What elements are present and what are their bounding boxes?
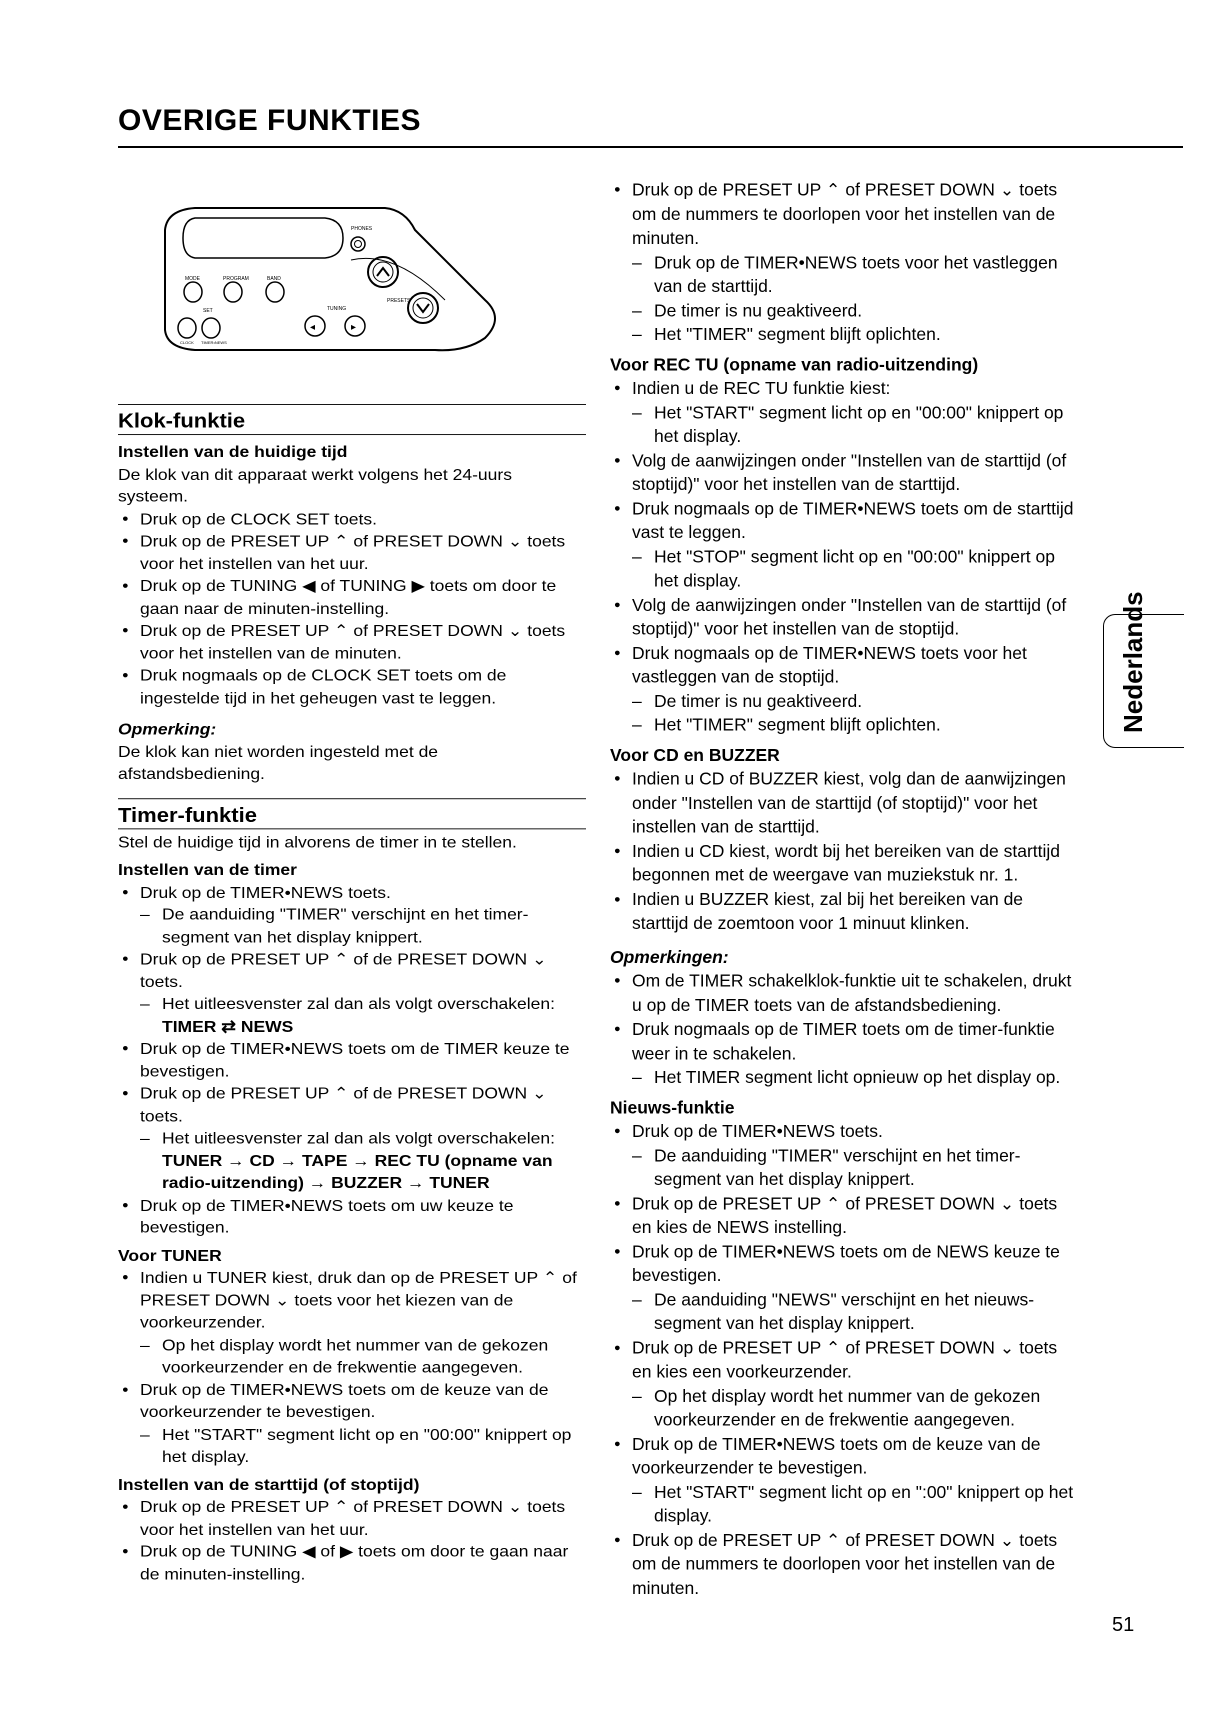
svg-text:◂: ◂ (310, 322, 316, 333)
bullet-item: ● Druk op de TIMER•NEWS toets om uw keuze te bevestigen. (118, 1194, 586, 1239)
subheading: Nieuws-funktie (610, 1097, 735, 1117)
bullet-item: ● Druk op de PRESET UP ⌃ of PRESET DOWN ⌄ toets en kies de NEWS instelling. (610, 1191, 1080, 1239)
dash-item: – De aanduiding "TIMER" verschijnt en het timer-segment van het display knippert. (118, 903, 586, 948)
svg-text:▸: ▸ (351, 322, 357, 333)
bullet-item: ● Indien u TUNER kiest, druk dan op de PRESET UP ⌃ of PRESET DOWN ⌄ toets voor het kiezen van de voorkeurzender. (118, 1267, 586, 1334)
paragraph: Stel de huidige tijd in alvorens de timer in te stellen. (118, 832, 517, 851)
label-presets: PRESETS (387, 298, 411, 304)
note-heading: Opmerking: (118, 719, 217, 739)
subheading: Instellen van de huidige tijd (118, 442, 348, 461)
subheading: Voor REC TU (opname van radio-uitzending) (610, 354, 979, 374)
bullet-item: ● Druk op de TUNING ◀ of TUNING ▶ toets om door te gaan naar de minuten-instelling. (118, 575, 586, 620)
panel-outline (165, 208, 495, 350)
subheading: Voor CD en BUZZER (610, 744, 780, 765)
language-tab (1103, 591, 1184, 748)
bullet-item: ● Druk op de PRESET UP ⌃ of de PRESET DOWN ⌄ toets. (118, 1082, 586, 1127)
bullet-item: ● Druk op de PRESET UP ⌃ of PRESET DOWN ⌄ toets om de nummers te doorlopen voor het instellen van de minuten. (610, 1528, 1080, 1600)
device-panel-diagram (155, 200, 541, 396)
left-column (118, 404, 586, 1585)
bullet-item: ● Druk nogmaals op de TIMER•NEWS toets om de starttijd vast te leggen. (610, 496, 1080, 544)
page-title: OVERIGE FUNKTIES (118, 104, 422, 137)
bullet-item: ● Volg de aanwijzingen onder "Instellen van de starttijd (of stoptijd)" voor het instellen van de stoptijd. (610, 593, 1080, 641)
note-text: De klok kan niet worden ingesteld met de afstandsbediening. (118, 742, 439, 783)
subheading: Instellen van de timer (118, 860, 297, 879)
label-tuning: TUNING (327, 306, 347, 312)
program-button (224, 282, 242, 302)
bullet-item: ● Druk op de PRESET UP ⌃ of PRESET DOWN ⌄ toets voor het instellen van de minuten. (118, 619, 586, 664)
section-title-timer: Timer-funktie (118, 798, 586, 829)
bullet-item: ● Druk nogmaals op de TIMER toets om de timer-funktie weer in te schakelen. (610, 1017, 1080, 1065)
right-column (610, 178, 1080, 1600)
display-window (183, 218, 343, 258)
dash-item: – Het TIMER segment licht opnieuw op het display op. (610, 1065, 1080, 1089)
bullet-item: ● Druk op de TIMER•NEWS toets om de TIMER keuze te bevestigen. (118, 1037, 586, 1082)
dash-item: – Het "STOP" segment licht op en "00:00" knippert op het display. (610, 545, 1080, 593)
bullet-item: ● Druk op de TIMER•NEWS toets om de NEWS keuze te bevestigen. (610, 1239, 1080, 1287)
dash-item: – De timer is nu geaktiveerd. (610, 298, 1080, 322)
dash-item: – Het "START" segment licht op en "00:00" knippert op het display. (610, 400, 1080, 448)
bullet-item: ● Indien u de REC TU funktie kiest: (610, 376, 1080, 400)
dash-item: – Het "TIMER" segment blijft oplichten. (610, 713, 1080, 737)
bullet-item: ● Druk op de PRESET UP ⌃ of PRESET DOWN ⌄ toets om de nummers te doorlopen voor het instellen van de minuten. (610, 178, 1080, 250)
dash-item: – Het uitleesvenster zal dan als volgt overschakelen: (118, 1127, 586, 1149)
bullet-item: ● Druk nogmaals op de CLOCK SET toets om de ingestelde tijd in het geheugen vast te leggen. (118, 664, 586, 709)
subheading: Instellen van de starttijd (of stoptijd) (118, 1475, 420, 1494)
sequence-text: TUNER → CD → TAPE → REC TU (opname van radio-uitzending) → BUZZER → TUNER (162, 1151, 553, 1192)
bullet-item: ● Volg de aanwijzingen onder "Instellen van de starttijd (of stoptijd)" voor het instellen van de starttijd. (610, 448, 1080, 496)
dash-item: – Op het display wordt het nummer van de gekozen voorkeurzender en de frekwentie aangegeven. (610, 1384, 1080, 1432)
bullet-item: ● Druk op de PRESET UP ⌃ of de PRESET DOWN ⌄ toets. (118, 948, 586, 993)
sequence-text: TIMER ⇄ NEWS (162, 1016, 294, 1036)
bullet-item: ● Indien u CD of BUZZER kiest, volg dan de aanwijzingen onder "Instellen van de starttijd (of stoptijd)" voor het instellen van de starttijd. (610, 767, 1080, 839)
label-set: SET (203, 308, 213, 314)
bullet-item: ● Druk op de PRESET UP ⌃ of PRESET DOWN ⌄ toets voor het instellen van het uur. (118, 1496, 586, 1541)
phones-jack (351, 237, 365, 251)
bullet-item: ● Druk nogmaals op de TIMER•NEWS toets voor het vastleggen van de stoptijd. (610, 641, 1080, 689)
mode-button (184, 282, 202, 302)
label-mode: MODE (185, 276, 200, 282)
dash-item: – Druk op de TIMER•NEWS toets voor het vastleggen van de starttijd. (610, 250, 1080, 298)
title-rule (118, 146, 1183, 148)
dash-item: – De aanduiding "NEWS" verschijnt en het nieuws-segment van het display knippert. (610, 1287, 1080, 1335)
label-timer-news: TIMER•NEWS (201, 340, 227, 345)
paragraph: De klok van dit apparaat werkt volgens het 24-uurs systeem. (118, 464, 512, 506)
dash-item: – Het uitleesvenster zal dan als volgt overschakelen: (118, 993, 586, 1015)
clock-button (178, 318, 196, 338)
dash-item: – Het "START" segment licht op en "00:00" knippert op het display. (118, 1423, 586, 1468)
band-button (266, 282, 284, 302)
timer-news-button (202, 318, 220, 338)
bullet-item: ● Druk op de TIMER•NEWS toets om de keuze van de voorkeurzender te bevestigen. (118, 1378, 586, 1423)
bullet-item: ● Druk op de PRESET UP ⌃ of PRESET DOWN ⌄ toets en kies een voorkeurzender. (610, 1336, 1080, 1384)
bullet-item: ● Indien u CD kiest, wordt bij het bereiken van de starttijd begonnen met de weergave van muziekstuk nr. 1. (610, 839, 1080, 887)
label-band: BAND (267, 276, 281, 282)
label-program: PROGRAM (223, 276, 249, 282)
dash-item: – De timer is nu geaktiveerd. (610, 689, 1080, 713)
dash-item: – Het "TIMER" segment blijft oplichten. (610, 322, 1080, 346)
dash-item: – Op het display wordt het nummer van de gekozen voorkeurzender en de frekwentie aangegeven. (118, 1334, 586, 1379)
note-heading: Opmerkingen: (610, 946, 729, 967)
bullet-item: ● Druk op de PRESET UP ⌃ of PRESET DOWN ⌄ toets voor het instellen van het uur. (118, 530, 586, 575)
bullet-item: ● Druk op de TIMER•NEWS toets. (610, 1119, 1080, 1143)
dash-item: – De aanduiding "TIMER" verschijnt en het timer-segment van het display knippert. (610, 1143, 1080, 1191)
bullet-item: ● Druk op de CLOCK SET toets. (118, 508, 586, 530)
dash-item: – Het "START" segment licht op en ":00" knippert op het display. (610, 1480, 1080, 1528)
label-phones: PHONES (351, 226, 373, 232)
label-clock: CLOCK (180, 340, 194, 345)
bullet-item: ● Indien u BUZZER kiest, zal bij het bereiken van de starttijd de zoemtoon voor 1 minuut klinken. (610, 887, 1080, 935)
bullet-item: ● Druk op de TIMER•NEWS toets om de keuze van de voorkeurzender te bevestigen. (610, 1432, 1080, 1480)
bullet-item: ● Om de TIMER schakelklok-funktie uit te schakelen, drukt u op de TIMER toets van de afstandsbediening. (610, 969, 1080, 1017)
subheading: Voor TUNER (118, 1245, 222, 1265)
page-number: 51 (1112, 1614, 1135, 1636)
bullet-item: ● Druk op de TUNING ◀ of ▶ toets om door te gaan naar de minuten-instelling. (118, 1540, 586, 1585)
section-title-klok: Klok-funktie (118, 404, 586, 435)
language-label: Nederlands (1118, 591, 1148, 733)
bullet-item: ● Druk op de TIMER•NEWS toets. (118, 881, 586, 903)
